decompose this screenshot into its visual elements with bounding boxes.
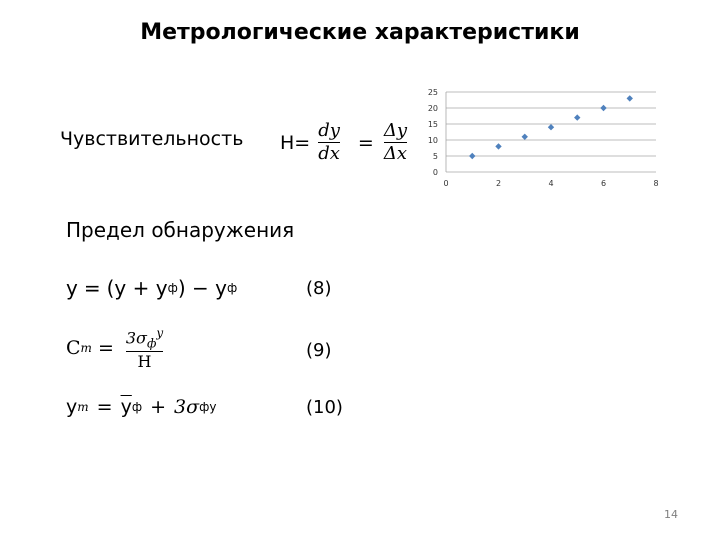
data-point bbox=[548, 124, 554, 130]
fraction-dy-dx bbox=[318, 120, 340, 165]
f10-sub-m: m bbox=[77, 400, 89, 414]
f9-c: C bbox=[66, 337, 81, 360]
y-tick-label: 25 bbox=[427, 88, 438, 97]
f9-numerator: 3σ bbox=[125, 328, 147, 348]
x-tick-label: 2 bbox=[495, 179, 502, 188]
fraction-delta-x: Δx bbox=[383, 143, 407, 164]
f10-y: y bbox=[66, 396, 78, 418]
f8-open: (y + y bbox=[106, 276, 168, 300]
f9-number: (9) bbox=[306, 340, 332, 361]
f9-numerator-wrap bbox=[126, 326, 163, 351]
fraction-dy: dy bbox=[318, 120, 340, 141]
f9-sub-phi: ф bbox=[146, 336, 157, 351]
data-point bbox=[600, 105, 606, 111]
f10-ybar: $\overline{y}$ bbox=[120, 396, 132, 418]
f10-sup-y: y bbox=[209, 400, 217, 414]
data-point bbox=[495, 143, 501, 149]
formula-8 bbox=[66, 276, 332, 300]
f8-sub-phi: ф bbox=[167, 281, 178, 295]
data-point bbox=[522, 134, 528, 140]
scatter-chart bbox=[400, 80, 680, 200]
y-tick-label: 15 bbox=[427, 120, 438, 129]
f9-eq: = bbox=[97, 337, 114, 360]
x-tick-label: 8 bbox=[653, 179, 659, 188]
f9-sup-y: y bbox=[156, 326, 164, 340]
slide-title: Метрологические характеристики bbox=[140, 20, 580, 45]
y-tick-label: 10 bbox=[427, 136, 438, 145]
sensitivity-label: Чувствительность bbox=[60, 128, 244, 150]
page-number: 14 bbox=[664, 508, 678, 521]
data-point bbox=[627, 95, 633, 101]
data-point bbox=[469, 153, 475, 159]
data-point bbox=[574, 114, 580, 120]
formula-9 bbox=[66, 326, 332, 371]
f10-eq: = bbox=[96, 396, 113, 418]
f9-denominator: H bbox=[137, 351, 152, 371]
f10-sub-phi2: ф bbox=[199, 400, 210, 414]
sensitivity-formula bbox=[280, 120, 407, 165]
f9-sub-m: m bbox=[80, 341, 92, 356]
detection-heading: Предел обнаружения bbox=[66, 218, 295, 242]
f8-eq: = bbox=[83, 276, 101, 300]
formula-10 bbox=[66, 396, 343, 418]
fraction-delta-y: Δy bbox=[383, 120, 408, 141]
f10-sub-phi: ф bbox=[131, 400, 143, 414]
f8-number: (8) bbox=[306, 277, 332, 299]
f8-sub-phi2: ф bbox=[226, 281, 238, 295]
x-tick-label: 6 bbox=[600, 179, 607, 188]
x-tick-label: 4 bbox=[548, 179, 554, 188]
f8-y: y bbox=[66, 276, 78, 300]
formula-h-lhs: H= bbox=[280, 131, 311, 154]
f9-fraction bbox=[126, 326, 163, 371]
f10-plus: + bbox=[150, 396, 166, 418]
f10-three-sigma: 3σ bbox=[174, 396, 200, 418]
y-tick-label: 5 bbox=[432, 152, 438, 161]
equals-sign: = bbox=[357, 131, 374, 154]
f10-number: (10) bbox=[306, 396, 343, 418]
x-tick-label: 0 bbox=[443, 179, 449, 188]
f8-close-minus: ) − y bbox=[177, 276, 227, 300]
fraction-dx: dx bbox=[318, 143, 340, 164]
y-tick-label: 0 bbox=[432, 168, 438, 177]
y-tick-label: 20 bbox=[427, 104, 438, 113]
